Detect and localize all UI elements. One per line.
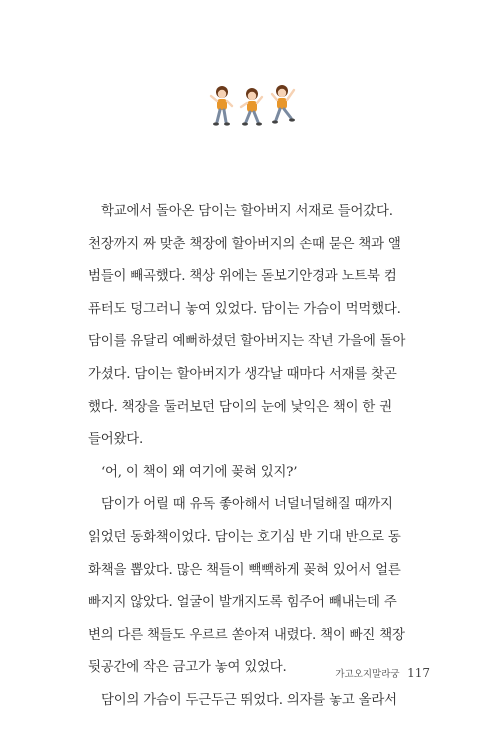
three-dancing-kids-icon	[208, 82, 298, 130]
text-line: 담이의 가슴이 두근두근 뛰었다. 의자를 놓고 올라서	[101, 692, 397, 708]
text-line: 담이를 유달리 예뻐하셨던 할아버지는 작년 가을에 돌아	[88, 334, 406, 350]
body-text	[88, 196, 430, 718]
text-line: 들어왔다.	[88, 432, 143, 448]
text-line: 화책을 뽑았다. 많은 책들이 빽빽하게 꽂혀 있어서 얼른	[88, 562, 401, 578]
text-line: 학교에서 돌아온 담이는 할아버지 서재로 들어갔다.	[101, 204, 393, 219]
text-line: 담이가 어릴 때 유독 좋아해서 너덜너덜해질 때까지	[101, 497, 393, 513]
text-line: 퓨터도 덩그러니 놓여 있었다. 담이는 가슴이 먹먹했다.	[88, 301, 401, 317]
text-line: 천장까지 짜 맞춘 책장에 할아버지의 손때 묻은 책과 앨	[88, 236, 401, 252]
text-line: 했다. 책장을 둘러보던 담이의 눈에 낯익은 책이 한 권	[88, 399, 392, 415]
text-line: 뒷공간에 작은 금고가 놓여 있었다.	[88, 660, 287, 676]
dialogue-paragraph	[88, 457, 430, 490]
text-line: ‘어, 이 책이 왜 여기에 꽂혀 있지?’	[101, 464, 298, 480]
text-line: 변의 다른 책들도 우르르 쏟아져 내렸다. 책이 빠진 책장	[88, 627, 405, 643]
text-line: 가셨다. 담이는 할아버지가 생각날 때마다 서재를 찾곤	[88, 366, 397, 382]
page-number: 117	[407, 666, 430, 680]
text-line: 읽었던 동화책이었다. 담이는 호기심 반 기대 반으로 동	[88, 529, 401, 545]
paragraph	[88, 685, 430, 718]
paragraph	[88, 489, 430, 685]
text-line: 빠지지 않았다. 얼굴이 발개지도록 힘주어 빼내는데 주	[88, 595, 397, 611]
paragraph	[88, 196, 430, 457]
text-line: 범들이 빼곡했다. 책상 위에는 돋보기안경과 노트북 컴	[88, 269, 397, 285]
page-footer	[335, 666, 430, 680]
running-title: 가고오지말라궁	[335, 669, 400, 680]
